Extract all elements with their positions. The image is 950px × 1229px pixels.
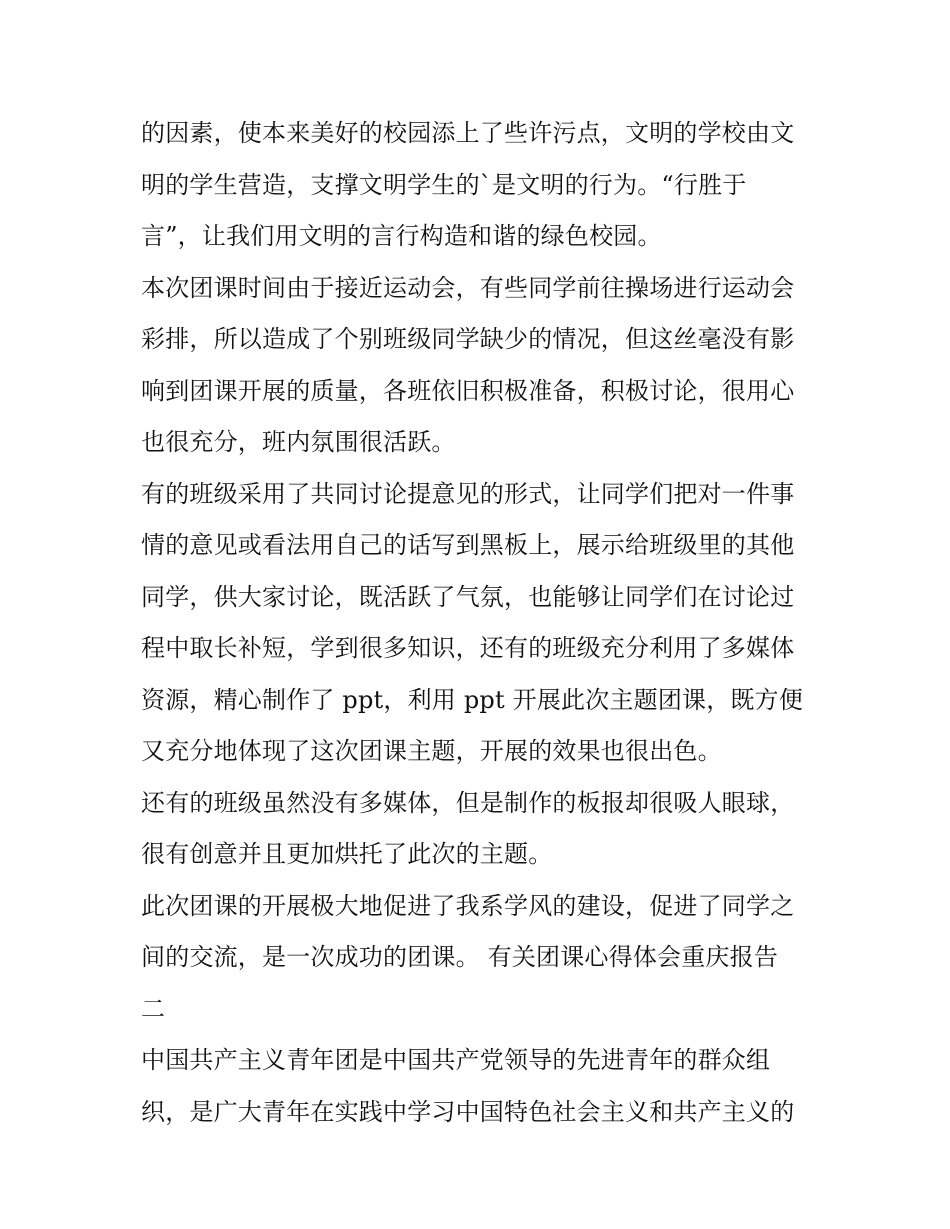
text-line: 程中取长补短，学到很多知识，还有的班级充分利用了多媒体: [141, 634, 795, 662]
text-line: 情的意见或看法用自己的话写到黑板上，展示给班级里的其他: [141, 531, 795, 559]
text-line: 资源，精心制作了 ppt，利用 ppt 开展此次主题团课，既方便: [141, 685, 804, 714]
text-line: 同学，供大家讨论，既活跃了气氛，也能够让同学们在讨论过: [141, 582, 795, 611]
paragraph-4: [141, 778, 821, 881]
paragraph-3: [141, 469, 821, 778]
text-line: 明的学生营造，支撑文明学生的`是文明的行为。“行胜于: [141, 170, 747, 199]
text-line: 二: [141, 994, 166, 1023]
paragraph-6: [141, 1035, 821, 1138]
document-page: [141, 108, 821, 1138]
paragraph-1: [141, 108, 821, 263]
text-line: 有的班级采用了共同讨论提意见的形式，让同学们把对一件事: [141, 479, 795, 508]
text-line: 又充分地体现了这次团课主题，开展的效果也很出色。: [141, 737, 722, 765]
text-line: 也很充分，班内氛围很活跃。: [141, 428, 456, 456]
paragraph-5: [141, 881, 821, 1036]
text-line: 本次团课时间由于接近运动会，有些同学前往操场进行运动会: [141, 273, 795, 302]
text-line: 间的交流，是一次成功的团课。 有关团课心得体会重庆报告: [141, 943, 779, 971]
text-line: 彩排，所以造成了个别班级同学缺少的情况，但这丝毫没有影: [141, 325, 795, 353]
text-line: 很有创意并且更加烘托了此次的主题。: [141, 840, 553, 868]
text-line: 织，是广大青年在实践中学习中国特色社会主义和共产主义的: [141, 1097, 795, 1126]
paragraph-2: [141, 263, 821, 469]
text-line: 此次团课的开展极大地促进了我系学风的建设，促进了同学之: [141, 891, 795, 920]
text-line: 言”，让我们用文明的言行构造和谐的绿色校园。: [141, 222, 662, 250]
text-line: 中国共产主义青年团是中国共产党领导的先进青年的群众组: [141, 1046, 771, 1074]
text-line: 的因素，使本来美好的校园添上了些许污点，文明的学校由文: [141, 119, 795, 147]
text-line: 还有的班级虽然没有多媒体，但是制作的板报却很吸人眼球，: [141, 788, 795, 817]
text-line: 响到团课开展的质量，各班依旧积极准备，积极讨论，很用心: [141, 376, 795, 405]
